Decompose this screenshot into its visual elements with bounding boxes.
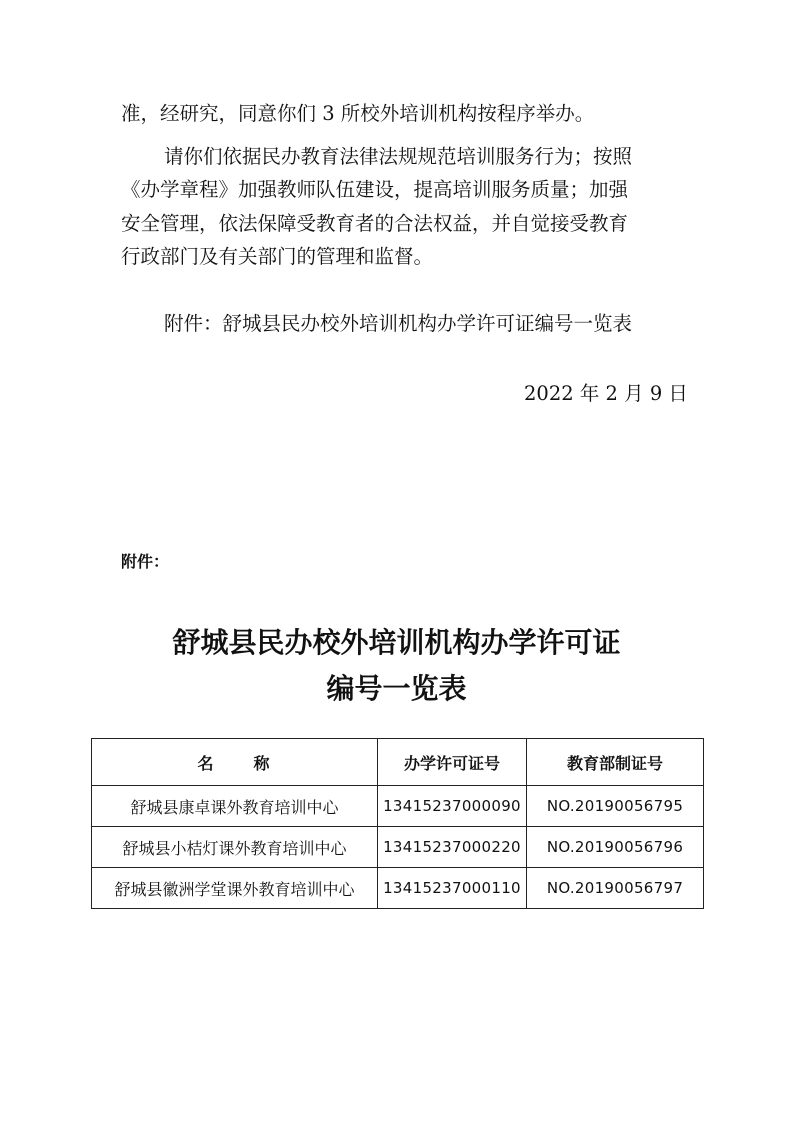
table-row: [92, 827, 704, 868]
appendix-title-line-2: 编号一览表: [326, 672, 467, 705]
column-header-name-part2: 称: [253, 753, 272, 773]
institution-name-cell: 舒城县康卓课外教育培训中心: [92, 786, 378, 827]
attachment-reference: 附件：舒城县民办校外培训机构办学许可证编号一览表: [164, 312, 633, 335]
license-table: [91, 738, 704, 909]
body-paragraph-line: 安全管理，依法保障受教育者的合法权益，并自觉接受教育: [121, 212, 629, 235]
document-date: 2022 年 2 月 9 日: [524, 382, 688, 405]
appendix-title-line-1: 舒城县民办校外培训机构办学许可证: [172, 626, 621, 659]
institution-name-cell: 舒城县徽洲学堂课外教育培训中心: [92, 868, 378, 909]
column-header-cert: 教育部制证号: [527, 739, 704, 786]
cert-number-cell: NO.20190056795: [527, 786, 704, 827]
body-paragraph-line: 《办学章程》加强教师队伍建设，提高培训服务质量；加强: [121, 178, 629, 201]
column-header-name: [92, 739, 378, 786]
cert-number-cell: NO.20190056796: [527, 827, 704, 868]
license-number-cell: 13415237000110: [378, 868, 527, 909]
license-number-cell: 13415237000220: [378, 827, 527, 868]
column-header-name-part1: 名: [197, 753, 216, 773]
body-paragraph-line: 准，经研究，同意你们 3 所校外培训机构按程序举办。: [121, 102, 595, 125]
appendix-label: 附件：: [121, 552, 170, 571]
cert-number-cell: NO.20190056797: [527, 868, 704, 909]
column-header-license: 办学许可证号: [378, 739, 527, 786]
table-header-row: [92, 739, 704, 786]
institution-name-cell: 舒城县小桔灯课外教育培训中心: [92, 827, 378, 868]
body-paragraph-line: 行政部门及有关部门的管理和监督。: [121, 245, 434, 268]
body-paragraph-line: 请你们依据民办教育法律法规规范培训服务行为；按照: [164, 145, 633, 168]
table-row: [92, 786, 704, 827]
license-number-cell: 13415237000090: [378, 786, 527, 827]
table-row: [92, 868, 704, 909]
